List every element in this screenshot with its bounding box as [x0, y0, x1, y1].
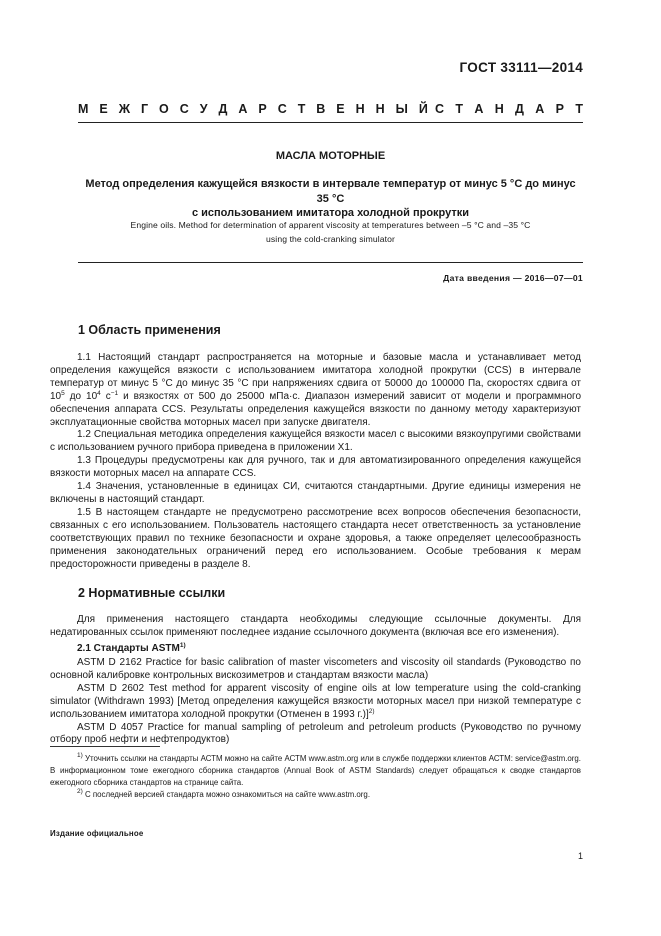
banner-letter: С: [277, 102, 287, 116]
banner-letter: Г: [140, 102, 149, 116]
header-rule: [78, 122, 583, 123]
subsection-2-1-heading: 2.1 Стандарты ASTM$^{1)}$: [77, 642, 186, 654]
section-1-heading: 1 Область применения: [78, 323, 221, 337]
banner-letter: А: [535, 102, 545, 116]
banner-letter: Р: [555, 102, 564, 116]
paragraph-1-2: 1.2 Специальная методика определения кажущейся вязкости масел с высокими вязкоупругими свойствами с использованием ручного прибора приведена в приложении Х1.: [50, 429, 581, 454]
banner-letter: В: [316, 102, 326, 116]
banner-letter: С: [435, 102, 445, 116]
banner-letter: Н: [355, 102, 365, 116]
footnotes: [50, 753, 581, 801]
subtitle-ru-line-2: с использованием имитатора холодной прокрутки: [191, 207, 470, 219]
banner-letter: Е: [99, 102, 108, 116]
banner-letter: Р: [258, 102, 267, 116]
standard-subtitle-ru: [78, 177, 583, 221]
banner-letter: О: [159, 102, 169, 116]
subtitle-ru-line-1: Метод определения кажущейся вязкости в интервале температур от минус 5 °С до минус 35 °С: [85, 178, 576, 205]
footnote-1: $^{1)}$ Уточнить ссылки на стандарты АСТМ можно на сайте АСТМ www.astm.org или в службе поддержки клиентов АСТМ: service@astm.org. В информационном томе ежегодного сборника стандартов (Annual Book of ASTM Standards) следует обращаться к сводке стандартов ежегодного сборника стандартов на странице сайта.: [50, 752, 581, 788]
paragraph-1-5: 1.5 В настоящем стандарте не предусмотрено рассмотрение всех вопросов обеспечения безопасности, связанных с его использованием. Пользователь настоящего стандарта несет ответственность за установление соответствующих правил по технике безопасности и охране здоровья, а также определяет целесообразность применения законодательных ограничений перед его использованием. Особые требования к мерам предосторожности приведены в разделе 8.: [50, 506, 581, 570]
banner-letter: Й: [418, 102, 428, 116]
banner-letter: Ы: [395, 102, 408, 116]
section-2-heading: 2 Нормативные ссылки: [78, 586, 226, 600]
footnote-rule: [50, 746, 160, 747]
reference-astm-d2602: ASTM D 2602 Test method for apparent viscosity of engine oils at low temperature using the cold-cranking simulator (Withdrawn 1993) [Метод определения кажущейся вязкости моторных масел при низкой температуре с использованием имитатора холодной прокрутки (Отменен в 1993 г.)]$^{2)}$: [50, 682, 581, 720]
section-1-body: [50, 352, 581, 571]
banner-letter: Н: [494, 102, 504, 116]
paragraph-2-intro: Для применения настоящего стандарта необходимы следующие ссылочные документы. Для недатированных ссылок применяют последнее издание ссылочного документа (включая все его изменения).: [50, 614, 581, 638]
reference-astm-d2162: ASTM D 2162 Practice for basic calibration of master viscometers and viscosity oil standards (Руководство по основной калибровке контрольных вискозиметров и стандартам вязкости масла): [50, 657, 581, 681]
banner-letter: Т: [455, 102, 463, 116]
paragraph-1-4: 1.4 Значения, установленные в единицах СИ, считаются стандартными. Другие единицы измерения не включены в настоящий стандарт.: [50, 481, 581, 505]
interstate-word-1: [78, 102, 428, 116]
banner-letter: Д: [515, 102, 524, 116]
banner-letter: Т: [575, 102, 583, 116]
interstate-standard-banner: [78, 102, 583, 116]
banner-letter: У: [199, 102, 208, 116]
subtitle-en-line-2: using the cold-cranking simulator: [266, 234, 395, 244]
banner-letter: Е: [336, 102, 345, 116]
banner-letter: С: [179, 102, 189, 116]
banner-letter: А: [238, 102, 248, 116]
interstate-word-2: [435, 102, 583, 116]
official-edition-label: Издание официальное: [50, 829, 144, 838]
page-number: 1: [577, 851, 583, 861]
paragraph-1-3: 1.3 Процедуры предусмотрены как для ручного, так и для автоматизированного определения кажущейся вязкости моторных масел на аппарате CCS.: [50, 455, 581, 480]
astm-references: [50, 657, 581, 747]
banner-letter: Т: [297, 102, 306, 116]
standard-title: МАСЛА МОТОРНЫЕ: [275, 150, 386, 162]
section-2-intro: [50, 614, 581, 640]
gost-number: ГОСТ 33111—2014: [459, 60, 583, 75]
introduction-date: Дата введения — 2016—07—01: [443, 273, 583, 283]
subtitle-en-line-1: Engine oils. Method for determination of apparent viscosity at temperatures between –5 °C and –35 °C: [130, 220, 531, 230]
reference-astm-d4057: ASTM D 4057 Practice for manual sampling of petroleum and petroleum products (Руководство по ручному отбору проб нефти и нефтепродуктов): [50, 721, 581, 746]
banner-letter: А: [474, 102, 484, 116]
footnote-2: $^{2)}$ С последней версией стандарта можно ознакомиться на сайте www.astm.org.: [77, 788, 371, 800]
banner-letter: М: [78, 102, 89, 116]
banner-letter: Н: [375, 102, 385, 116]
title-rule: [78, 262, 583, 263]
banner-letter: Д: [218, 102, 228, 116]
standard-subtitle-en: [78, 218, 583, 246]
banner-letter: Ж: [118, 102, 131, 116]
paragraph-1-1: 1.1 Настоящий стандарт распространяется на моторные и базовые масла и устанавливает метод определения кажущейся вязкости с использованием имитатора холодной прокрутки (CCS) в интервале температур от минус 5 °С до минус 35 °С при напряжениях сдвига от 50000 до 100000 Па, скоростях сдвига от $10^5$ до $10^4$ $с^{-1}$ и вязкостях от 500 до 25000 мПа·с. Диапазон измерений зависит от модели и программного обеспечения аппарата CCS. Результаты определения кажущейся вязкости по данному методу характеризуют эксплуатационные свойства моторных масел при запуске двигателя.: [50, 352, 582, 428]
